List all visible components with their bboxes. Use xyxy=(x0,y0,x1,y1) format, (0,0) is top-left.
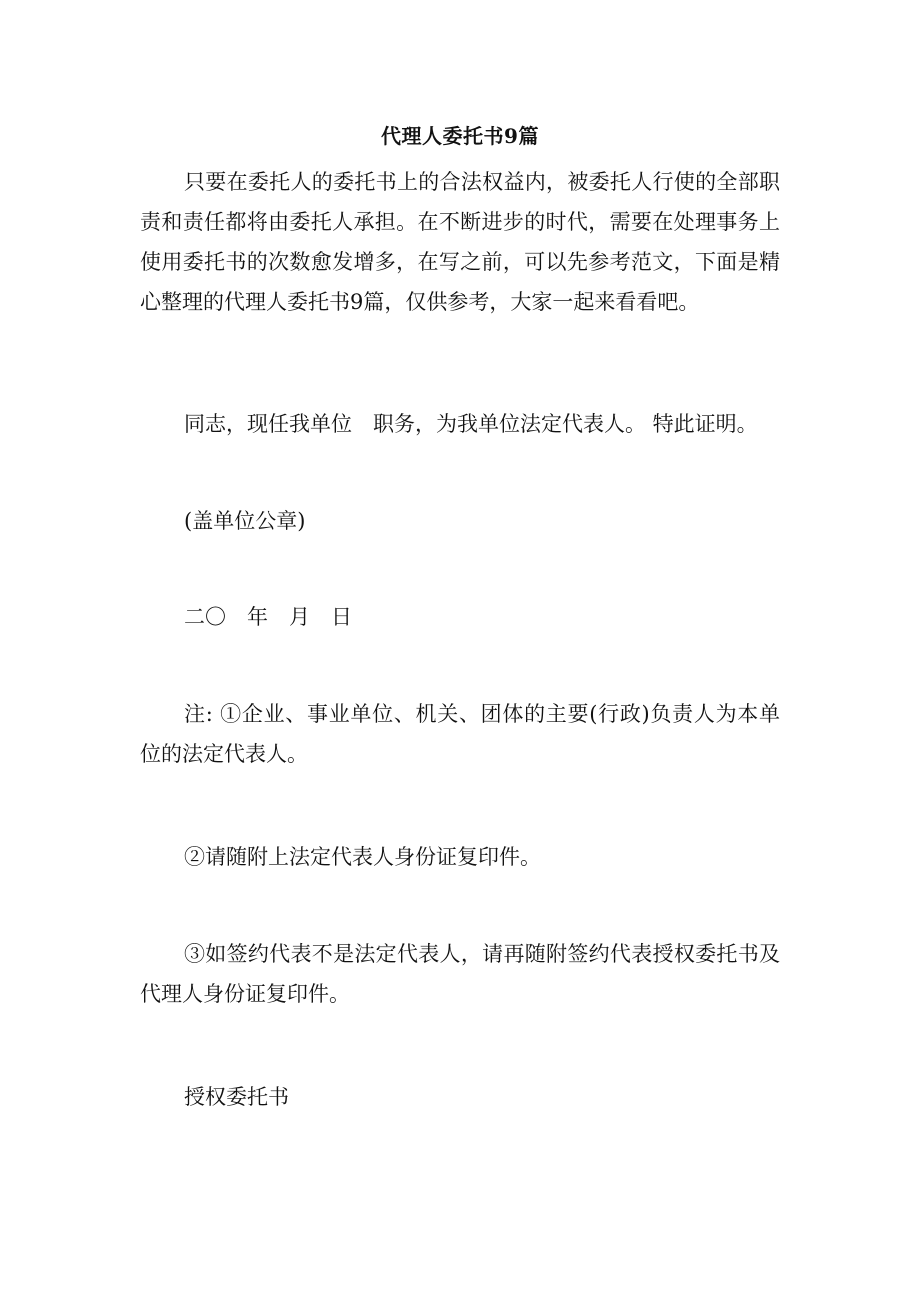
note-item-2: ②请随附上法定代表人身份证复印件。 xyxy=(184,845,541,869)
note-item-1: 注: ①企业、事业单位、机关、团体的主要(行政)负责人为本单位的法定代表人。 xyxy=(140,702,780,766)
note-item-3: ③如签约代表不是法定代表人，请再随附签约代表授权委托书及代理人身份证复印件。 xyxy=(140,942,780,1006)
seal-note: (盖单位公章) xyxy=(184,509,306,533)
document-title: 代理人委托书9篇 xyxy=(381,124,539,148)
section-heading: 授权委托书 xyxy=(184,1085,289,1109)
certification-paragraph: 同志，现任我单位 职务，为我单位法定代表人。 特此证明。 xyxy=(184,412,758,436)
date-line: 二〇 年 月 日 xyxy=(184,605,352,629)
intro-paragraph: 只要在委托人的委托书上的合法权益内，被委托人行使的全部职责和责任都将由委托人承担。在不断进步的时代，需要在处理事务上使用委托书的次数愈发增多，在写之前，可以先参考范文，下面是精心整理的代理人委托书9篇，仅供参考，大家一起来看看吧。 xyxy=(140,170,780,314)
